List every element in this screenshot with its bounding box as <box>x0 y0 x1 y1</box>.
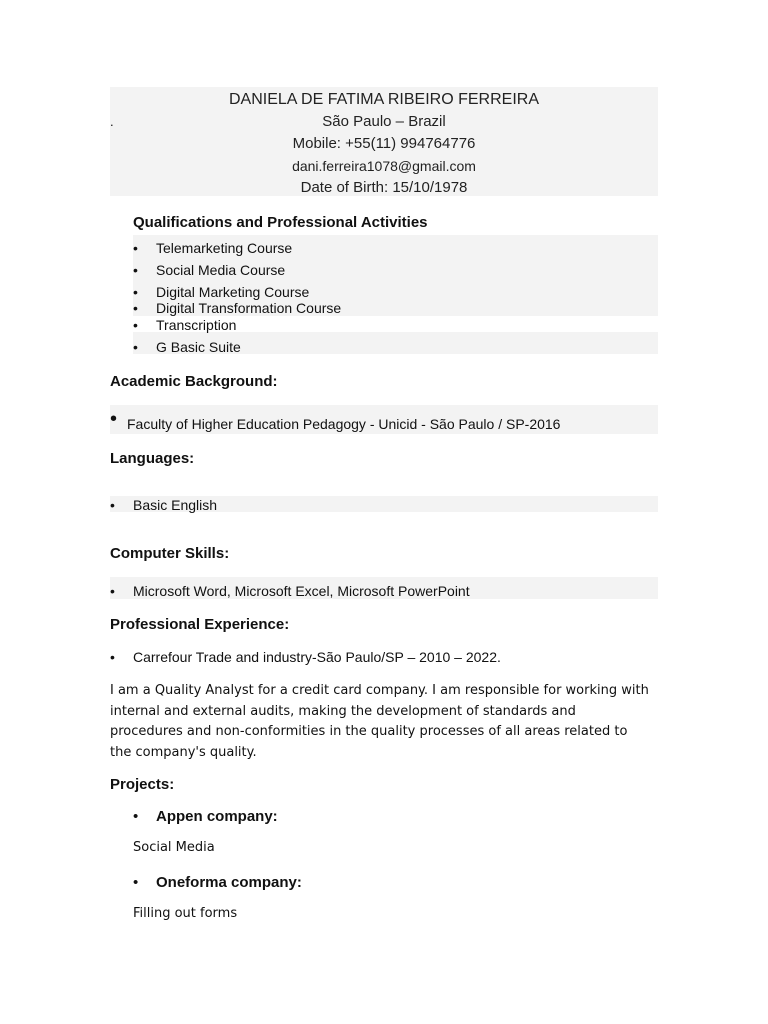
bullet-icon: • <box>110 649 115 665</box>
date-of-birth: Date of Birth: 15/10/1978 <box>300 179 468 196</box>
bullet-icon: • <box>133 262 138 278</box>
experience-item: Carrefour Trade and industry-São Paulo/SP – 2010 – 2022. <box>133 649 501 665</box>
computer-skills-heading: Computer Skills: <box>110 545 230 562</box>
qualification-item: Transcription <box>156 317 237 333</box>
academic-item: Faculty of Higher Education Pedagogy - Unicid - São Paulo / SP-2016 <box>127 416 561 432</box>
project-name: Appen company: <box>156 808 278 825</box>
experience-description: I am a Quality Analyst for a credit card company. I am responsible for working with internal and external audits, making the development of standards and procedures and non-conformities in the quality processes of all areas related to the company's quality. <box>110 683 649 760</box>
candidate-name: DANIELA DE FATIMA RIBEIRO FERREIRA <box>229 91 539 108</box>
project-name: Oneforma company: <box>156 874 302 891</box>
stray-mark: . <box>110 114 114 129</box>
mobile-number: Mobile: +55(11) 994764776 <box>292 135 476 152</box>
project-detail: Filling out forms <box>133 906 238 921</box>
bullet-icon: • <box>110 497 115 513</box>
bullet-icon: • <box>110 583 115 599</box>
bullet-icon: • <box>110 408 118 430</box>
bullet-icon: • <box>133 808 139 825</box>
qualification-item: G Basic Suite <box>156 339 241 355</box>
experience-heading: Professional Experience: <box>110 616 290 633</box>
qualification-item: Digital Marketing Course <box>156 284 310 300</box>
languages-heading: Languages: <box>110 450 195 467</box>
qualifications-heading: Qualifications and Professional Activities <box>133 214 428 231</box>
computer-skill-item: Microsoft Word, Microsoft Excel, Microsoft PowerPoint <box>133 583 470 599</box>
email-address: dani.ferreira1078@gmail.com <box>292 158 476 174</box>
bullet-icon: • <box>133 874 139 891</box>
location: São Paulo – Brazil <box>322 113 446 130</box>
project-detail: Social Media <box>133 840 215 855</box>
bullet-icon: • <box>133 284 138 300</box>
bullet-icon: • <box>133 300 138 316</box>
qualification-item: Social Media Course <box>156 262 286 278</box>
qualification-item: Digital Transformation Course <box>156 300 342 316</box>
language-item: Basic English <box>133 497 218 513</box>
qualification-item: Telemarketing Course <box>156 240 293 256</box>
bullet-icon: • <box>133 339 138 355</box>
bullet-icon: • <box>133 240 138 256</box>
academic-heading: Academic Background: <box>110 373 278 390</box>
projects-heading: Projects: <box>110 776 175 793</box>
bullet-icon: • <box>133 317 138 333</box>
